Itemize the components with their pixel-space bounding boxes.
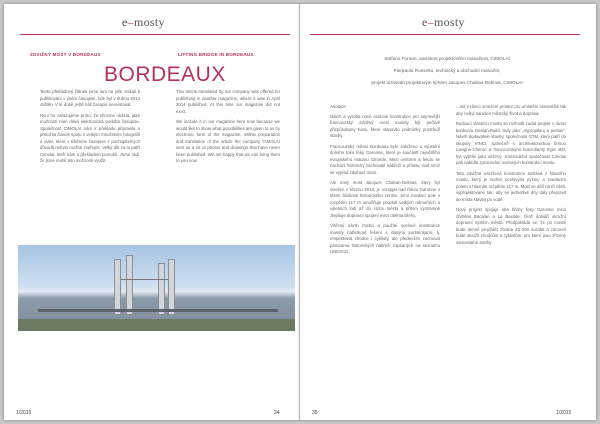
paragraph: Nyní ho zařazujeme proto, že chceme ukázat, jaké možnosti nám dává elektronická podoba časopisu. Společnost CIMOLAI nám k překladu připravila a přeložila článek spolu s velkým množstvím fotografií a videí, které v tištěném časopise z pochopitelných důvodů nebylo možné zveřejnit. Velký dík za to patří Cimolai, kteří nám s překladem pomohli. Jsme rádi, že jsme mohli této možnosti využít. [40, 112, 140, 163]
paragraph: ...mit v rámci omezení prostor pro umístění staveniště tak aby nebyl narušen městský život a doprava. [456, 104, 566, 116]
paragraph: Ale nový most Jacques Chaban-Delmas, který byl otevřen v březnu 2013, je rozepjat nad řekou Garonne v těsné blízkosti historického centra. Jeho zvedací pole s rozpětím 117 m umožňuje proplutí velkých námořních a výletních lodí až do srdce města a přitom významně zlepšuje dopravní spojení mezi oběma břehy. [330, 180, 440, 218]
author-line: projekt vizitován projektovým týmem Jacques Chaban-Delmas, CIMOLAI [371, 80, 523, 85]
intro-column-cs [40, 89, 140, 169]
body-column-2 [456, 104, 566, 250]
right-page [300, 4, 596, 420]
bridge-photo [18, 245, 295, 331]
author-line: Pierpaolo Rossetto, technický a obchodní manažer, [393, 68, 501, 73]
page-number: 35 [312, 410, 318, 416]
body-column-1 [330, 104, 440, 260]
paragraph: Návrh a výroba nové ocelové konstrukce pro nejnovější francouzský zdvižný most musely být pečlivě přizpůsobeny tvaru, které stanovilo podmínky prostředí stavby. [330, 113, 440, 138]
author-line: Stefano Fornen, assistent projektového manažera, CIMOLAI [384, 56, 510, 61]
magazine-logo: e–mosty [422, 15, 465, 29]
paragraph: Tato zdvižná navržená konstrukce sestává z hlavního mostu, který je tvořen ocelovými pylony a zvedacím polem s hlavním rozpětím 117 m. Most se dělí na tři části, vyprojektované tak, aby se jednotlivé díly daly přepravit do místa stavby po vodě. [456, 170, 566, 202]
paragraph: We include it in our magazine here now because we would like to show what possibilities are given to us by electronic form of the magazine. Within preparation and translation of the article the company CIMOLAI sent us a lot of photos and drawings that have never been published. We are happy that we can bring them to you now. [176, 119, 280, 163]
header-rule [20, 34, 290, 35]
page-number: 34 [274, 410, 280, 416]
paragraph: Budoucí vlastníci mostu se rozhodli zadat projekt v rámci konkurzu Design-Build, tedy jako „Vyprojektuj a postav". Návrh dodavatele stavby, společnosti GTM, který patří do skupiny VINCI, společně s architektonickou firmou Lavigne-Cheron a francouzskými konzultanty Egis JMI, byl vybrán jako vítězný. Konstrukční společnost Cimolai pak nabídla zpracování ocelových konstrukcí mostu. [456, 121, 566, 165]
intro-column-en [176, 89, 280, 169]
issue-number: 1/2015 [556, 410, 572, 416]
paragraph: Tento překladový článek jsme lani na jaře získali k publikování v jiném časopise, kde byl v dubnu 2014 otištěn. V té době ještě náš časopis neexistoval. [40, 89, 140, 107]
article-headline: BORDEAUX [104, 63, 226, 86]
paragraph: This article translated by our company was offered for publishing in another magazine, where it was in April 2014 published. At this time our magazine did not exist. [176, 89, 280, 114]
paragraph: Francouzský město Bordeaux bylo založeno u vyústění dolního toku řeky Garonne, které je součástí největšího evropského estuáru Gironde. Mezi centrem a řekou se nachází historicky zachovalé nábřeží a přístav, nad nímž se vypíná zdvihací most. [330, 143, 440, 175]
issue-number: 1/2015 [16, 410, 32, 416]
annotation-heading: Anotace [330, 104, 346, 109]
magazine-logo: e–mosty [122, 15, 165, 29]
paragraph: Vítězný návrh mostu a použité ocelové konstrukce musely nabídnout řešení s danými podmínkami, tj. respektovat chodce i cyklisty, ale především zachovat panorama historických nábřeží zapsaných na seznamu UNESCO. [330, 223, 440, 254]
left-page [4, 4, 300, 420]
section-title-en: LIFTING BRIDGE IN BORDEAUX [178, 52, 254, 57]
section-title-cs: ZDVIŽNÝ MOST V BORDEAUX [30, 52, 101, 57]
header-rule [310, 34, 580, 35]
paragraph: Nový projekt spojuje oba břehy řeky Garonne mezi čtvrtěmi Bacalan a La Bastide, čímž dotváří okružní dopravní systém města. Předpokládá se, že po mostě bude denně projíždět zhruba 43 000 vozidel a zároveň bude sloužit chodcům a cyklistům, pro které jsou zřízeny samostatné stezky. [456, 207, 566, 245]
